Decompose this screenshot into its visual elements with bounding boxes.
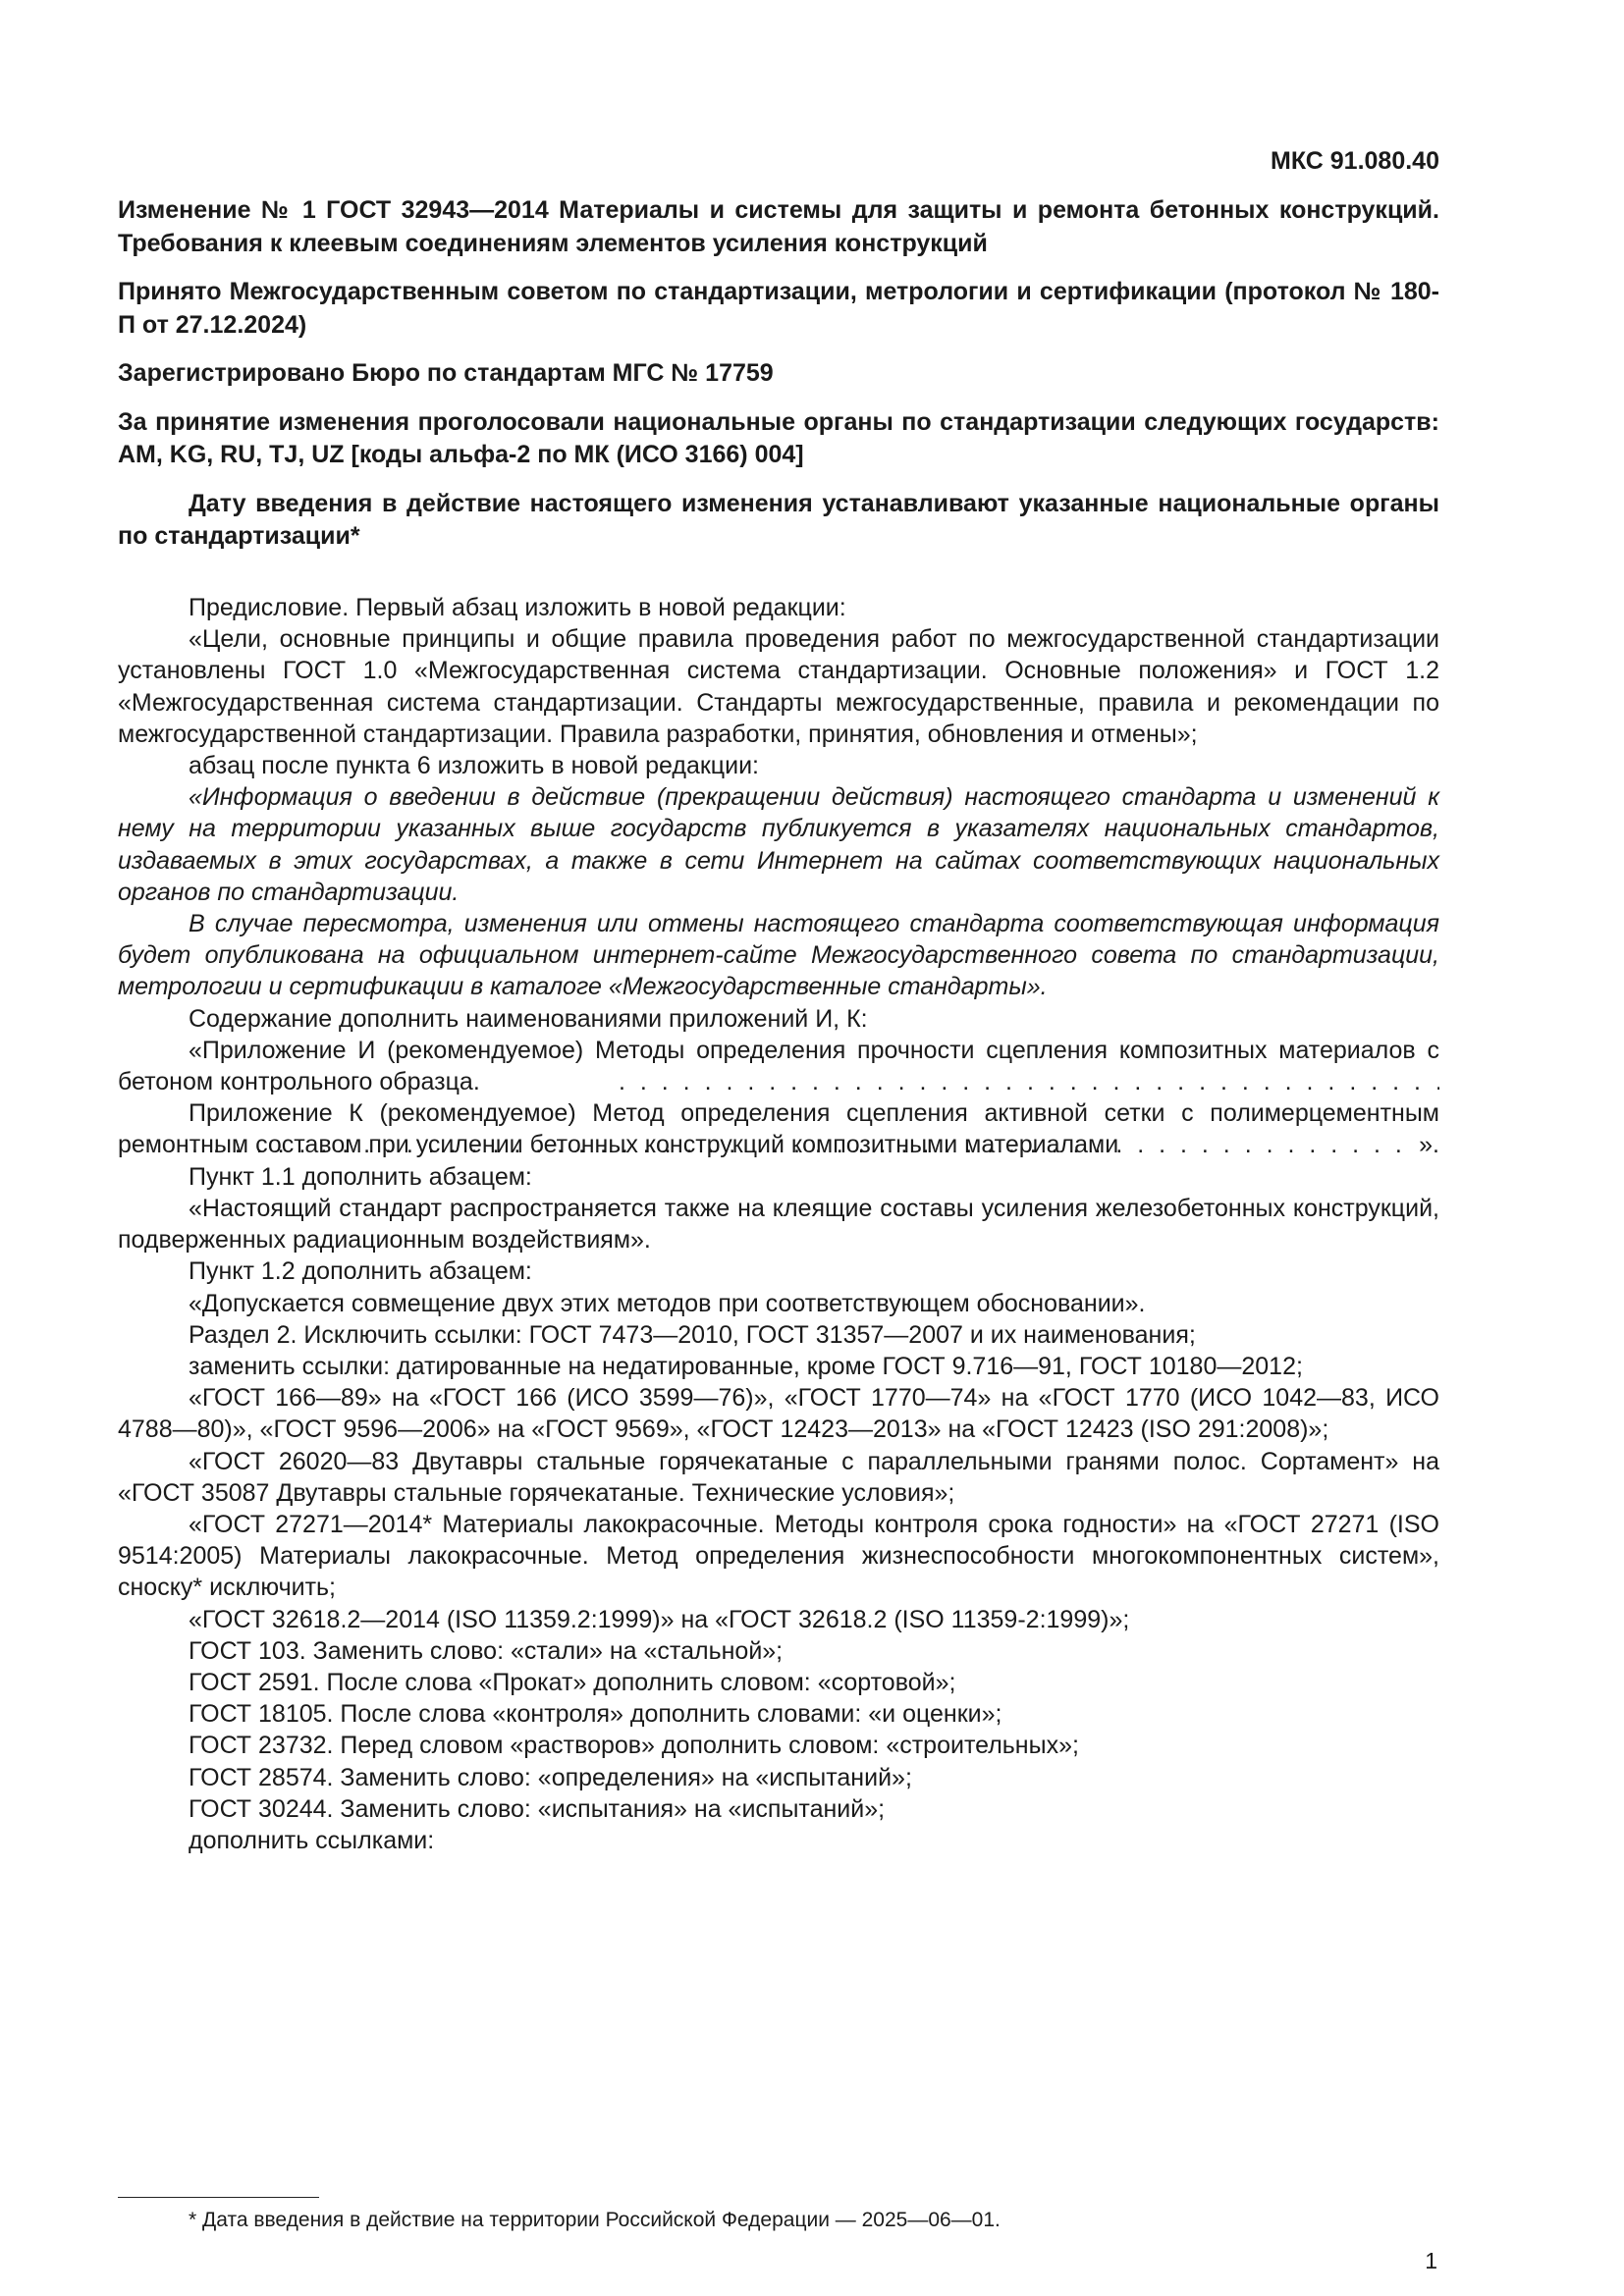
classification-code: МКС 91.080.40 xyxy=(1271,147,1439,175)
paragraph: «Цели, основные принципы и общие правила проведения работ по межгосударственной стандартизации установлены ГОСТ 1.0 «Межгосударственная система стандартизации. Основные положения» и ГОСТ 1.2 «Межгосударственная система стандартизации. Стандарты межгосударственные, правила и рекомендации по межгосударственной стандартизации. Правила разработки, принятия, обновления и отмены»; xyxy=(118,625,1439,748)
paragraph: «ГОСТ 166—89» на «ГОСТ 166 (ИСО 3599—76)», «ГОСТ 1770—74» на «ГОСТ 1770 (ИСО 1042—83, ИСО 4788—80)», «ГОСТ 9596—2006» на «ГОСТ 9569», «ГОСТ 12423—2013» на «ГОСТ 12423 (ISO 291:2008)»; xyxy=(118,1384,1439,1444)
paragraph: дополнить ссылками: xyxy=(189,1826,435,1854)
voting-statement: За принятие изменения проголосовали национальные органы по стандартизации следующих государств: AM, KG, RU, TJ, UZ [коды альфа-2 по МК (ИСО 3166) 004] xyxy=(118,407,1439,468)
paragraph: ГОСТ 18105. После слова «контроля» дополнить словами: «и оценки»; xyxy=(189,1700,1002,1729)
toc-entry-label: Приложение К (рекомендуемое) Метод определения сцепления активной сетки с полимерцементным ремонтным составом при усилении бетонных конструкций композитными материалами xyxy=(118,1099,1439,1159)
amendment-body xyxy=(118,592,1439,1856)
italic-paragraph: В случае пересмотра, изменения или отмены настоящего стандарта соответствующая информация будет опубликована на официальном интернет-сайте Межгосударственного совета по стандартизации, метрологии и сертификации в каталоге «Межгосударственные стандарты». xyxy=(118,910,1439,1001)
amendment-title: Изменение № 1 ГОСТ 32943—2014 Материалы и системы для защиты и ремонта бетонных конструкций. Требования к клеевым соединениям элементов усиления конструкций xyxy=(118,196,1439,257)
paragraph: «ГОСТ 27271—2014* Материалы лакокрасочные. Методы контроля срока годности» на «ГОСТ 27271 (ISO 9514:2005) Материалы лакокрасочные. Метод определения жизнеспособности многокомпонентных систем», сноску* исключить; xyxy=(118,1510,1439,1602)
paragraph: «ГОСТ 26020—83 Двутавры стальные горячекатаные с параллельными гранями полос. Сортамент» на «ГОСТ 35087 Двутавры стальные горячекатаные. Технические условия»; xyxy=(118,1447,1439,1507)
toc-entry-end: ». xyxy=(1419,1131,1439,1159)
footnote-divider xyxy=(118,2197,319,2198)
footnote: * Дата введения в действие на территории Российской Федерации — 2025—06—01. xyxy=(189,2209,1001,2231)
paragraph: Предисловие. Первый абзац изложить в новой редакции: xyxy=(189,594,846,621)
italic-paragraph: «Информация о введении в действие (прекращении действия) настоящего стандарта и изменений к нему на территории указанных выше государств публикуется в указателях национальных стандартов, издаваемых в этих государствах, а также в сети Интернет на сайтах соответствующих национальных органов по стандартизации. xyxy=(118,783,1439,906)
toc-leader-dots xyxy=(619,1066,1439,1097)
amendment-header xyxy=(118,194,1439,569)
paragraph: «Настоящий стандарт распространяется также на клеящие составы усиления железобетонных конструкций, подверженных радиационным воздействиям». xyxy=(118,1194,1439,1255)
registration-statement: Зарегистрировано Бюро по стандартам МГС № 17759 xyxy=(118,359,774,387)
paragraph: «ГОСТ 32618.2—2014 (ISO 11359.2:1999)» на «ГОСТ 32618.2 (ISO 11359-2:1999)»; xyxy=(189,1605,1130,1633)
adoption-statement: Принято Межгосударственным советом по стандартизации, метрологии и сертификации (протокол № 180-П от 27.12.2024) xyxy=(118,278,1439,339)
toc-leader-dots xyxy=(191,1129,1419,1160)
paragraph: ГОСТ 23732. Перед словом «растворов» дополнить словом: «строительных»; xyxy=(189,1732,1079,1760)
effective-date-statement: Дату введения в действие настоящего изменения устанавливают указанные национальные органы по стандартизации* xyxy=(118,489,1439,550)
paragraph: Содержание дополнить наименованиями приложений И, К: xyxy=(189,1004,868,1033)
paragraph: ГОСТ 2591. После слова «Прокат» дополнить словом: «сортовой»; xyxy=(189,1668,956,1696)
paragraph: абзац после пункта 6 изложить в новой редакции: xyxy=(189,752,759,780)
paragraph: Пункт 1.1 дополнить абзацем: xyxy=(189,1162,532,1191)
toc-entry-label: «Приложение И (рекомендуемое) Методы определения прочности сцепления композитных материалов с бетоном контрольного образца. xyxy=(118,1036,1439,1096)
paragraph: Раздел 2. Исключить ссылки: ГОСТ 7473—2010, ГОСТ 31357—2007 и их наименования; xyxy=(189,1320,1196,1349)
paragraph: заменить ссылки: датированные на недатированные, кроме ГОСТ 9.716—91, ГОСТ 10180—2012; xyxy=(189,1352,1303,1380)
paragraph: ГОСТ 103. Заменить слово: «стали» на «стальной»; xyxy=(189,1636,784,1665)
paragraph: Пункт 1.2 дополнить абзацем: xyxy=(189,1257,532,1286)
paragraph: ГОСТ 28574. Заменить слово: «определения» на «испытаний»; xyxy=(189,1763,912,1791)
paragraph: ГОСТ 30244. Заменить слово: «испытания» на «испытаний»; xyxy=(189,1794,886,1823)
paragraph: «Допускается совмещение двух этих методов при соответствующем обосновании». xyxy=(189,1289,1146,1317)
page-number: 1 xyxy=(1425,2248,1437,2273)
toc-leader-line xyxy=(118,1129,1439,1160)
